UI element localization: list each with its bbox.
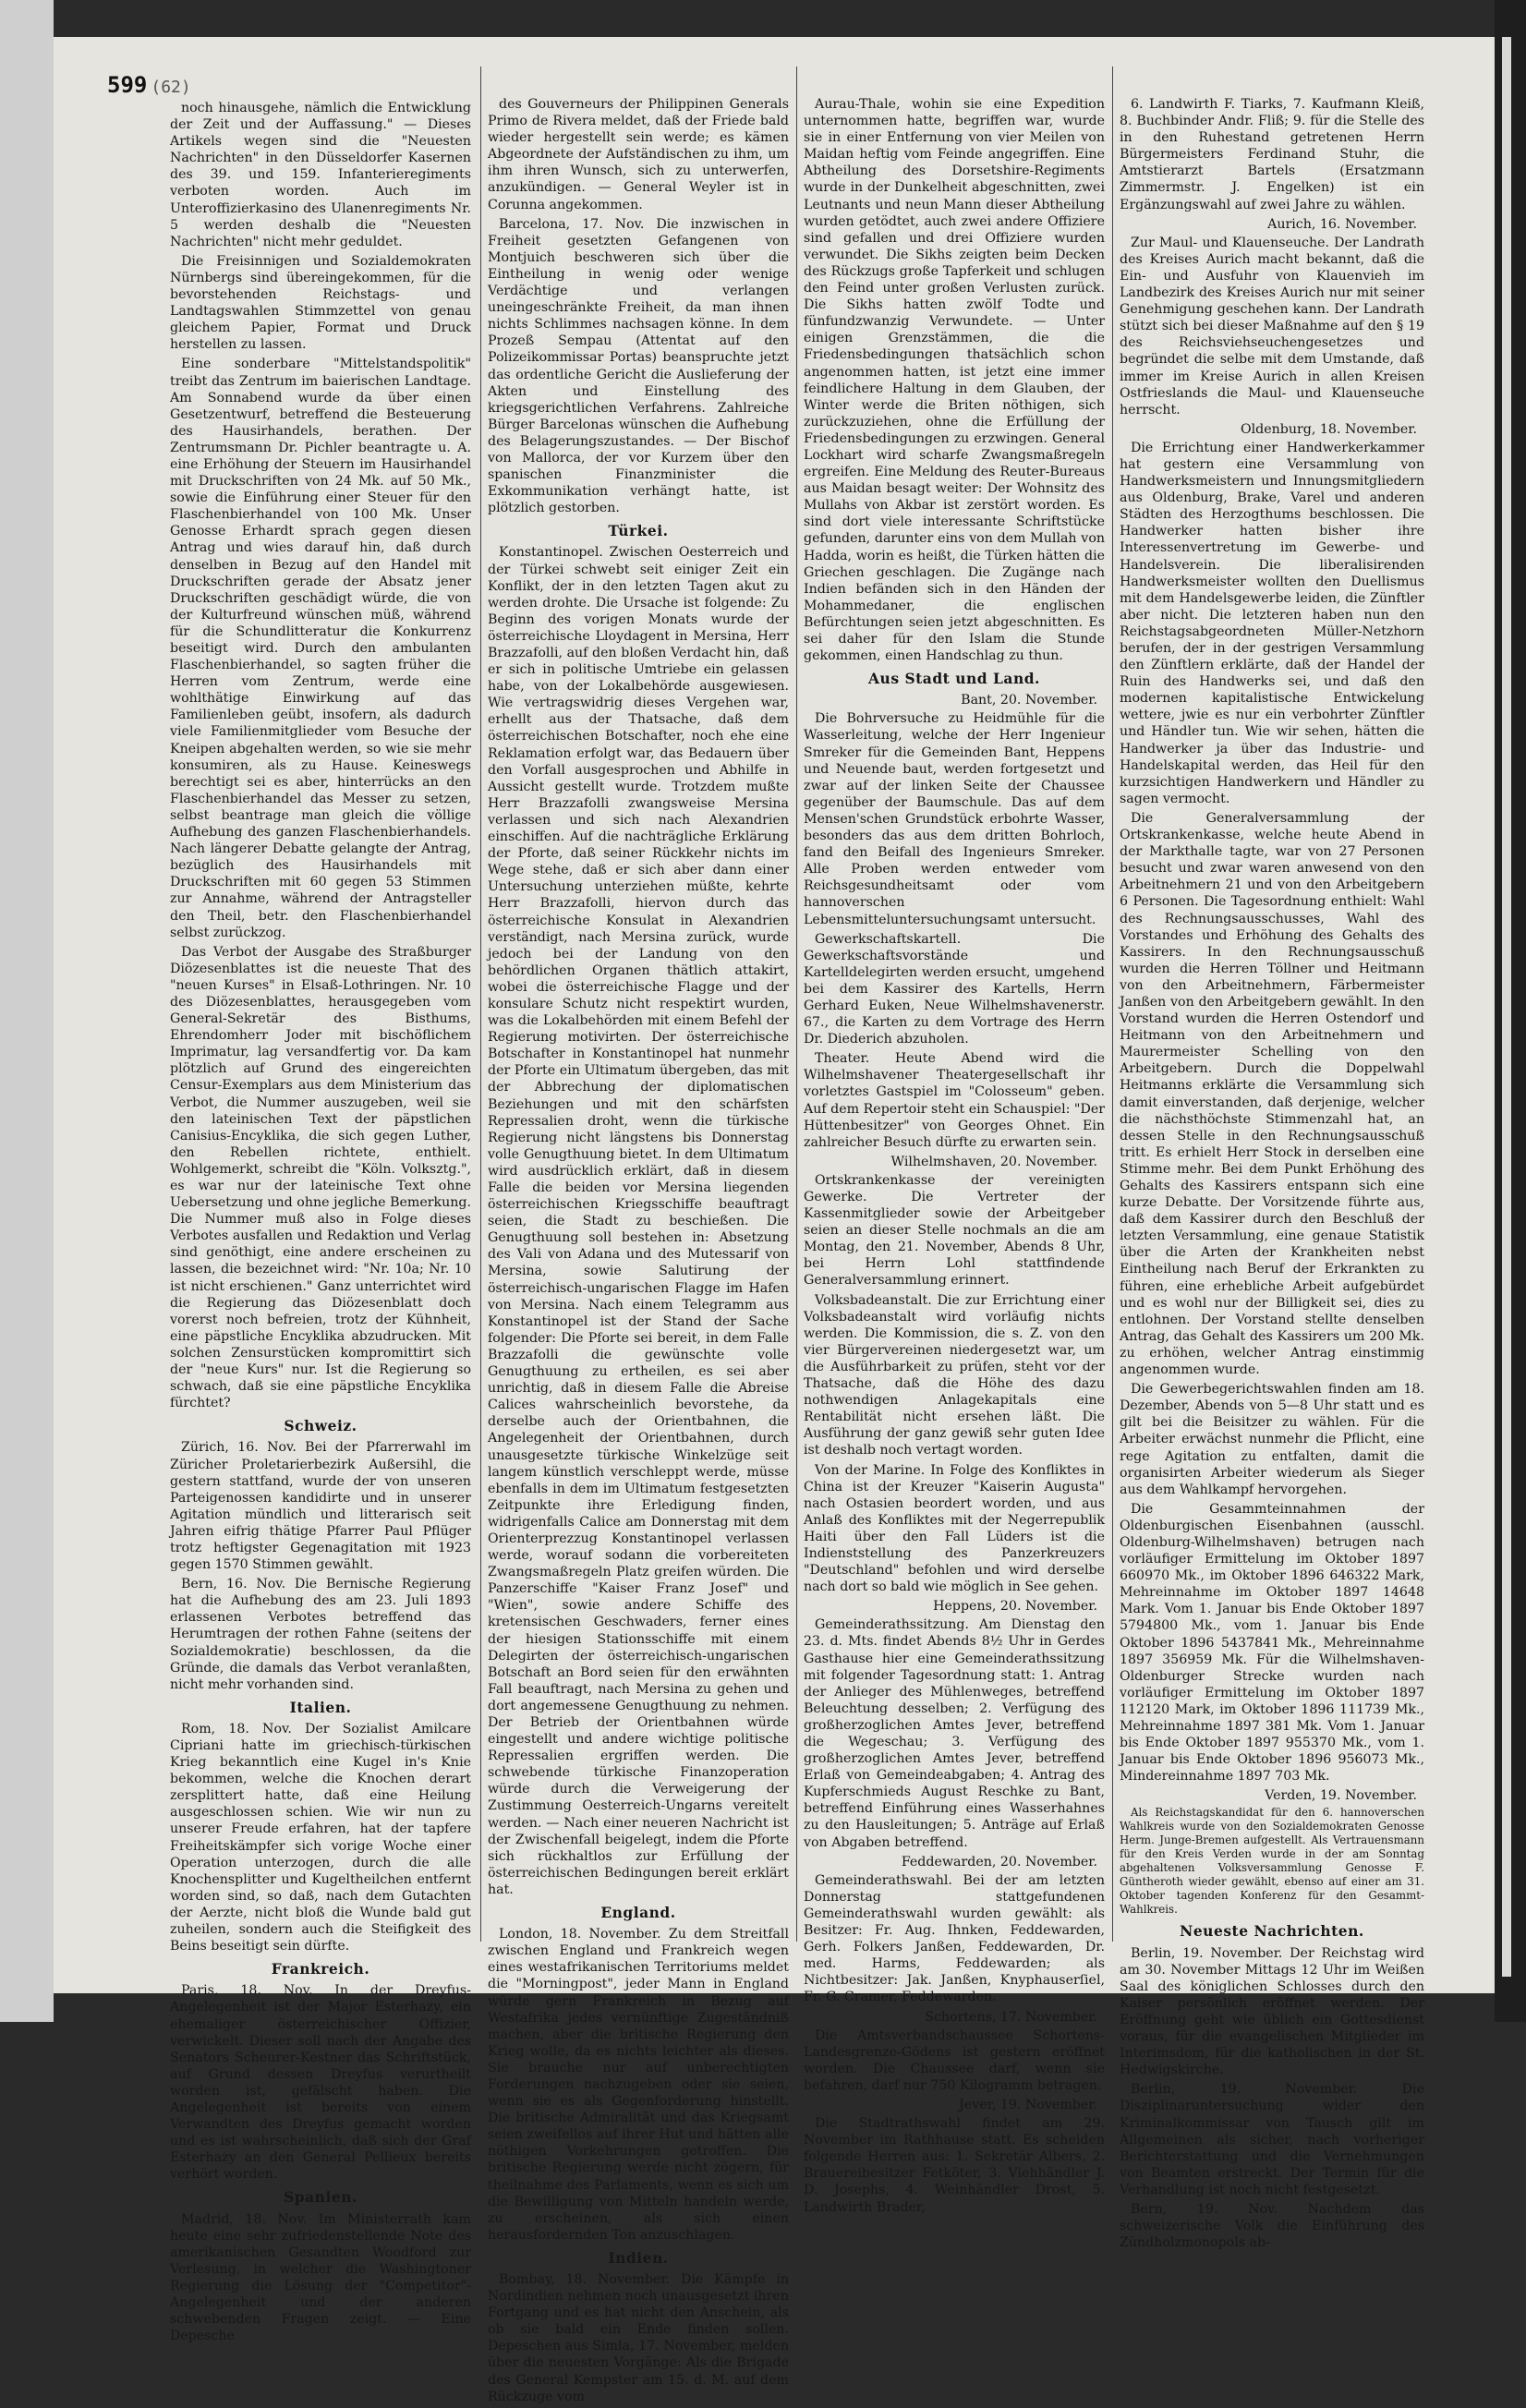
section-heading-tuerkei: Türkei. <box>608 522 669 540</box>
article-paragraph: Zürich, 16. Nov. Bei der Pfarrerwahl im Züricher Proletarierbezirk Außersihl, die gestern stattfand, wurde der von unseren Parteigenossen kandidirte und in unserer Agitation mündlich und litterarisch seit Jahren eifrig thätige Pfarrer Paul Pflüger trotz heftigster Gegenagitation mit 1923 gegen 1570 Stimmen gewählt. <box>170 1440 471 1573</box>
article-paragraph: Aurau-Thale, wohin sie eine Expedition unternommen hatte, begriffen war, wurde sie in einer Entfernung von vier Meilen von Maidan heftig vom Feinde angegriffen. Eine Abtheilung des Dorsetshire-Regiments wurde in der Dunkelheit abgeschnitten, zwei Leutnants und neun Mann dieser Abtheilung wurden getödtet, auch zwei andere Offiziere sind gefallen und drei Offiziere wurden verwundet. Die Sikhs zeigten beim Decken des Rückzugs große Tapferkeit und schlugen den Feind unter großen Verlusten zurück. Die Sikhs hatten zwölf Todte und fünfundzwanzig Verwundete. — Unter einigen Grenzstämmen, die die Friedensbedingungen thatsächlich schon angenommen hatten, ist jetzt eine immer feindlichere Haltung in dem Glauben, der Winter werde die Briten nöthigen, sich zurückzuziehen, ohne die Erfüllung der Friedensbedingungen zu erzwingen. General Lockhart wird scharfe Zwangsmaßregeln ergreifen. Eine Meldung des Reuter-Bureaus aus Maidan besagt weiter: Der Wohnsitz des Mullahs von Akbar ist zerstört worden. Es sind dort viele interessante Schriftstücke gefunden, darunter eins von dem Mullah von Hadda, worin es heißt, die Türken hätten die Griechen geschlagen. Die Zugänge nach Indien befänden sich in den Händen der Mohammedaner, die englischen Befürchtungen seien jetzt abgeschnitten. Es sei daher für den Islam die Stunde gekommen, einen Handschlag zu thun. <box>804 97 1105 664</box>
column-rule-1 <box>480 67 481 1942</box>
article-paragraph: Bombay, 18. November. Die Kämpfe in Nordindien nehmen noch unausgesetzt ihren Fortgang und es hat nicht den Anschein, als ob sie bald ein Ende finden sollen. Depeschen aus Simla, 17. November, melden über die neuesten Vorgänge: Als die Brigade des General Kempster am 15. d. M. auf dem Rückzuge vom <box>488 2272 789 2404</box>
section-heading-stadt-und-land: Aus Stadt und Land. <box>868 670 1040 688</box>
dateline: Wilhelmshaven, 20. November. <box>890 1154 1097 1169</box>
page-number-text: 599 <box>107 72 148 98</box>
column-rule-2 <box>796 67 797 1942</box>
article-paragraph: Gemeinderathswahl. Bei der am letzten Donnerstag stattgefundenen Gemeinderathswahl wurden gewählt: als Besitzer: Fr. Aug. Ihnken, Feddewarden, Gerh. Folkers Janßen, Feddewarden, Dr. med. Harms, Feddewarden; als Nichtbesitzer: Jak. Janßen, Knyphauserſiel, Fr. G. Cramer, Feddewarden. <box>804 1872 1105 2005</box>
handwritten-annotation: (62) <box>151 78 191 97</box>
article-paragraph: Volksbadeanstalt. Die zur Errichtung einer Volksbadeanstalt wird vorläufig nichts werden. Die Kommission, die s. Z. von den vier Bürgervereinen niedergesetzt war, um die Ausführbarkeit zu prüfen, steht vor der Thatsache, daß die Höhe des dazu nothwendigen Anlagekapitals eine Rentabilität nicht ersehen läßt. Die Ausführung der ganz gewiß sehr guten Idee ist deshalb noch vertagt worden. <box>804 1292 1105 1458</box>
column-2 <box>488 96 789 2408</box>
dateline: Jever, 19. November. <box>959 2097 1097 2112</box>
article-paragraph: Berlin, 19. November. Der Reichstag wird am 30. November Mittags 12 Uhr im Weißen Saal des königlichen Schlosses durch den Kaiser persönlich eröffnet werden. Der Eröffnung geht wie üblich ein Gottesdienst voraus, für die evangelischen Mitglieder im Interimsdom, für die katholischen in der St. Hedwigskirche. <box>1120 1945 1424 2078</box>
dateline: Bant, 20. November. <box>961 693 1097 708</box>
scan-right-edge <box>1495 0 1526 2022</box>
article-paragraph: Bern, 19. Nov. Nachdem das schweizerische Volk die Einführung des Zündholzmonopols ab- <box>1120 2201 1424 2251</box>
article-paragraph: Zur Maul- und Klauenseuche. Der Landrath des Kreises Aurich macht bekannt, daß die Ein- und Ausfuhr von Klauenvieh im Landbezirk des Kreises Aurich nur mit seiner Genehmigung geschehen kann. Der Landrath stützt sich bei dieser Maßnahme auf den § 19 des Reichsviehseuchengesetzes und begründet die selbe mit dem Umstande, daß immer im Kreise Aurich in allen Kreisen Ostfrieslands die Maul- und Klauenseuche herrscht. <box>1120 235 1424 417</box>
article-paragraph: Die Freisinnigen und Sozialdemokraten Nürnbergs sind übereingekommen, für die bevorstehenden Reichstags- und Landtagswahlen Stimmzettel von genau gleichem Papier, Format und Druck herstellen zu lassen. <box>170 253 471 353</box>
dateline: Heppens, 20. November. <box>933 1599 1097 1615</box>
article-paragraph-small: Als Reichstagskandidat für den 6. hannoverschen Wahlkreis wurde von den Sozialdemokraten Genosse Herm. Junge-Bremen aufgestellt. Als Vertrauensmann für den Kreis Verden wurde in der am Sonntag abgehaltenen Volksversammlung Genosse F. Güntheroth wieder gewählt, ebenso auf einer am 31. Oktober tagenden Konferenz für den Gesammt-Wahlkreis. <box>1120 1806 1424 1917</box>
article-paragraph: Gewerkschaftskartell. Die Gewerkschaftsvorstände und Kartelldelegirten werden ersucht, umgehend bei dem Kassirer des Kartells, Herrn Gerhard Euken, Neue Wilhelmshavenerstr. 67., die Karten zu dem Vortrage des Herrn Dr. Diederich abzuholen. <box>804 931 1105 1047</box>
article-paragraph: Die Errichtung einer Handwerkerkammer hat gestern eine Versammlung von Handwerksmeistern und Innungsmitgliedern aus Oldenburg, Brake, Varel und anderen Städten des Herzogthums beschlossen. Die Handwerker hatten bisher ihre Interessenvertretung im Gewerbe- und Handelsverein. Die liberalisirenden Handwerksmeister wollten den Duellismus mit dem Handelsgewerbe leiden, die Zünftler aber nicht. Die letzteren haben nun den Reichstagsabgeordneten Müller-Netzhorn berufen, der in der gestrigen Versammlung den Zünftlern erklärte, daß der Handel der Ruin des Handwerks sei, und daß den modernen kapitalistische Entwickelung wettere, jwie es nur ein verbohrter Zünftler und Händler tun. Wie wir sehen, hätten die Handwerker ja über das Industrie- und Handelskapital werden, das Heil für den kurzsichtigen Handwerkern und Händler zu sagen vermocht. <box>1120 440 1424 806</box>
article-paragraph: Die Stadtrathswahl findet am 29. November im Rathhause statt. Es scheiden folgende Herren aus: 1. Sekretär Albers, 2. Brauereibesitzer Fetköter, 3. Viehhändler J. D. Josephs, 4. Weinhändler Drost, 5. Landwirth Brader, <box>804 2116 1105 2215</box>
dateline: Oldenburg, 18. November. <box>1241 421 1417 437</box>
article-paragraph: 6. Landwirth F. Tiarks, 7. Kaufmann Kleiß, 8. Buchbinder Andr. Fliß; 9. für die Stelle des in den Ruhestand getretenen Herrn Bürgermeisters Ferdinand Stuhr, die Amtstierarzt Bartels (Ersatzmann Zimmermstr. J. Engelken) ist ein Ergänzungswahl auf zwei Jahre zu wählen. <box>1120 97 1424 212</box>
section-heading-neueste-nachrichten: Neueste Nachrichten. <box>1180 1922 1364 1941</box>
article-paragraph: des Gouverneurs der Philippinen Generals Primo de Rivera meldet, daß der Friede bald wieder hergestellt sein werde; es kämen Abgeordnete der Aufständischen zu ihm, um ihm ihren Wunsch, sich zu unterwerfen, anzukündigen. — General Weyler ist in Corunna angekommen. <box>488 97 789 212</box>
article-paragraph: Die Gewerbegerichtswahlen finden am 18. Dezember, Abends von 5—8 Uhr statt und es gilt bei die Beisitzer zu wählen. Für die Arbeiter erwächst nunmehr die Pflicht, eine rege Agitation zu entfalten, damit die organisirten Arbeiter wiederum als Sieger aus dem Wahlkampf hervorgehen. <box>1120 1382 1424 1497</box>
article-paragraph: Bern, 16. Nov. Die Bernische Regierung hat die Aufhebung des am 23. Juli 1893 erlassenen Verbotes betreffend das Herumtragen der rothen Fahne (seitens der Sozialdemokratie) beschlossen, da die Gründe, die damals das Verbot veranlaßten, nicht mehr vorhanden sind. <box>170 1577 471 1692</box>
section-heading-schweiz: Schweiz. <box>284 1417 357 1435</box>
dateline: Schortens, 17. November. <box>925 2009 1097 2025</box>
article-paragraph: Eine sonderbare "Mittelstandspolitik" treibt das Zentrum im baierischen Landtage. Am Sonnabend wurde da über einen Gesetzentwurf, betreffend die Besteuerung des Hausirhandels, berathen. Der Zentrumsmann Dr. Pichler beantragte u. A. eine Erhöhung der Steuern im Hausirhandel mit Druckschriften von 24 Mk. auf 50 Mk., sowie die Einführung einer Steuer für den Flaschenbierhandel von 100 Mk. Unser Genosse Erhardt sprach gegen diesen Antrag und wies darauf hin, daß durch denselben in Bezug auf den Handel mit Druckschriften gerade der Absatz jener Druckschriften geschädigt würde, die von der Kulturfreund wünschen müß, während für die Schundlitteratur die Konkurrenz beseitigt wird. Durch den ambulanten Flaschenbierhandel, so sagten früher die Herren vom Zentrum, werde eine wohlthätige Einwirkung auf das Familienleben geübt, insofern, als dadurch viele Familienmitglieder vom Besuche der Kneipen abgehalten werden, so wie sie mehr konsumiren, als zu Hause. Keineswegs berechtigt sei es aber, hinterrücks an den Flaschenbierhandel das Messer zu setzen, selbst beantrage man gleich die völlige Aufhebung des ganzen Flaschenbierhandels. Nach längerer Debatte gelangte der Antrag, bezüglich des Hausirhandels mit Druckschriften mit 60 gegen 53 Stimmen zur Annahme, während der Antragsteller den Theil, betr. den Flaschenbierhandel selbst zurückzog. <box>170 357 471 940</box>
article-paragraph: Rom, 18. Nov. Der Sozialist Amilcare Cipriani hatte im griechisch-türkischen Krieg bekanntlich eine Kugel in's Knie bekommen, welche die Knochen derart zersplittert hatte, daß eine Heilung ausgeschlossen schien. Wie wir nun zu unserer Freude erfahren, hat der tapfere Freiheitskämpfer sich vorige Woche einer Operation unterzogen, durch die alle Knochensplitter und Kugeltheilchen entfernt worden sind, so daß, nach dem Gutachten der Aerzte, nicht bloß die Wunde bald gut zuheilen, sondern auch die Steifigkeit des Beins beseitigt sein dürfte. <box>170 1721 471 1954</box>
article-paragraph: Die Generalversammlung der Ortskrankenkasse, welche heute Abend in der Markthalle tagte, war von 27 Personen besucht und zwar waren anwesend von den Arbeitnehmern 21 und von den Arbeitgebern 6 Personen. Die Tagesordnung enthielt: Wahl des Rechnungsausschusses, Wahl des Vorstandes und Erhöhung des Gehalts des Kassirers. In den Rechnungsausschuß wurden die Herren Töllner und Heitmann von den Arbeitnehmern, Färbermeister Janßen von den Arbeitgebern gewählt. In den Vorstand wurden die Herren Ostendorf und Heitmann von den Arbeitnehmern und Maurermeister Schelling von den Arbeitgebern. Durch die Doppelwahl Heitmanns erklärte die Versammlung sich damit einverstanden, daß derjenige, welcher die nächsthöchste Stimmenzahl hat, an dessen Stelle in den Rechnungsausschuß tritt. Es erhielt Herr Stock in derselben eine Stimme mehr. Bei dem Punkt Erhöhung des Gehalts des Kassirers entspann sich eine kurze Debatte. Der Vorsitzende führte aus, daß dem Kassirer durch den Beschluß der letzten Versammlung, eine genaue Statistik über die Arten der Krankheiten nebst Eintheilung nach Beruf der Erkrankten zu führen, eine erhebliche Arbeit aufgebürdet und es wohl nur der Billigkeit sei, dies zu entlohnen. Der Vorstand stellte denselben Antrag, das Gehalt des Kassirers um 200 Mk. zu erhöhen, welcher Antrag einstimmig angenommen wurde. <box>1120 810 1424 1378</box>
section-heading-italien: Italien. <box>289 1698 352 1716</box>
article-paragraph: Die Bohrversuche zu Heidmühle für die Wasserleitung, welche der Herr Ingenieur Smreker für die Gemeinden Bant, Heppens und Neuende baut, werden fortgesetzt und zwar auf der linken Seite der Chaussee gegenüber der Baumschule. Das auf dem Mensen'schen Grundstück erbohrte Wasser, besonders das aus dem dritten Bohrloch, fand den Beifall des Ingenieurs Smreker. Alle Proben werden entweder vom Reichsgesundheitsamt oder vom hannoverschen Lebensmitteluntersuchungsamt untersucht. <box>804 711 1105 927</box>
section-heading-frankreich: Frankreich. <box>271 1960 370 1978</box>
article-paragraph: Konstantinopel. Zwischen Oesterreich und der Türkei schwebt seit einiger Zeit ein Konflikt, der in den letzten Tagen akut zu werden drohte. Die Ursache ist folgende: Zu Beginn des vorigen Monats wurde der österreichische Lloydagent in Mersina, Herr Brazzafolli, auf den bloßen Verdacht hin, daß er sich in politische Umtriebe ein gelassen habe, von der Lokalbehörde ausgewiesen. Wie vertragswidrig dieses Vergehen war, erhellt aus der Thatsache, daß dem österreichischen Botschafter, noch ehe eine Reklamation erfolgt war, das Bedauern über den Vorfall ausgesprochen und Abhilfe in Aussicht gestellt wurde. Trotzdem mußte Herr Brazzafolli zwangsweise Mersina verlassen und sich nach Alexandrien einschiffen. Auf die nachträgliche Erklärung der Pforte, daß seiner Rückkehr nichts im Wege stehe, daß er sich aber dann einer Untersuchung unterziehen müßte, kehrte Herr Brazzafolli, hiervon durch das österreichische Konsulat in Alexandrien verständigt, nach Mersina zurück, wurde jedoch bei der Landung von den behördlichen Organen thätlich attakirt, wobei die österreichische Flagge und der konsulare Schutz nicht respektirt wurden, was die Lokalbehörden mit einem Befehl der Regierung motivirten. Der österreichische Botschafter in Konstantinopel hat nunmehr der Pforte ein Ultimatum übergeben, das mit der Abbrechung der diplomatischen Beziehungen und mit den schärfsten Repressalien droht, wenn die türkische Regierung nicht längstens bis Donnerstag volle Genugthuung bietet. In dem Ultimatum wird ausdrücklich erklärt, daß in diesem Falle die beiden vor Mersina liegenden österreichischen Kriegsschiffe beauftragt seien, die Stadt zu beschießen. Die Genugthuung soll bestehen in: Absetzung des Vali von Adana und des Mutessarif von Mersina, sowie Salutirung der österreichisch-ungarischen Flagge im Hafen von Mersina. Nach einem Telegramm aus Konstantinopel ist der Stand der Sache folgender: Die Pforte sei bereit, in dem Falle Brazzafolli die gewünschte volle Genugthuung zu ertheilen, es sei aber unrichtig, daß in diesem Falle die Abreise Calices wahrscheinlich bevorstehe, da derselbe auch der Orientbahnen, die Angelegenheit der Orientbahnen, durch unausgesetzte türkische Winkelzüge seit langem künstlich verschleppt werde, müsse ebenfalls in dem im Ultimatum festgesetzten Zeitpunkte ihre Erledigung finden, widrigenfalls Calice am Donnerstag mit dem Orienterprezzug Konstantinopel verlassen werde, worauf sodann die vorbereiteten Zwangsmaßregeln Platz greifen würden. Die Panzerschiffe "Kaiser Franz Josef" und "Wien", sowie andere Schiffe des kretensischen Geschwaders, ferner eines der hiesigen Stationsschiffe mit einem Delegirten der österreichisch-ungarischen Botschaft an Bord seien für den erwähnten Fall beauftragt, nach Mersina zu gehen und dort angemessene Genugthuung zu nehmen. Der Betrieb der Orientbahnen würde eingestellt und andere wichtige politische Repressalien ergriffen werden. Die schwebende türkische Finanzoperation würde durch die Verweigerung der Zustimmung Oesterreich-Ungarns vereitelt werden. — Nach einer neueren Nachricht ist der Zwischenfall beigelegt, indem die Pforte sich rückhaltlos zur Erfüllung der österreichischen Bedingungen bereit erklärt hat. <box>488 545 789 1897</box>
column-3 <box>804 96 1105 2219</box>
column-1 <box>170 100 471 2347</box>
article-paragraph: Barcelona, 17. Nov. Die inzwischen in Freiheit gesetzten Gefangenen von Montjuich beschweren sich über die Eintheilung in wenig oder wenige Verdächtige und verlangen uneingeschränkte Freiheit, da man ihnen nichts Schlimmes nachsagen könne. In dem Prozeß Sempau (Attentat auf den Polizeikommissar Portas) beanspruchte jetzt das ordentliche Gericht die Auslieferung der Akten und Einstellung des kriegsgerichtlichen Verfahrens. Zahlreiche Bürger Barcelonas wünschen die Aufhebung des Belagerungszustandes. — Der Bischof von Mallorca, der vor Kurzem über den spanischen Finanzminister die Exkommunikation verhängt hatte, ist plötzlich gestorben. <box>488 216 789 516</box>
section-heading-spanien: Spanien. <box>284 2188 357 2207</box>
article-paragraph: Paris, 18. Nov. In der Dreyfus-Angelegenheit ist der Major Esterhazy, ein ehemaliger österreichischer Offizier, verwickelt. Dieser soll nach der Angabe des Senators Scheurer-Kestner das Schriftstück, auf Grund dessen Dreyfus verurtheilt worden ist, gefälscht haben. Die Angelegenheit ist bereits von einem Verwandten des Dreyfus gemacht worden und es ist wahrscheinlich, daß sich der Graf Esterhazy an den General Pellieux bereits verhört worden. <box>170 1983 471 2183</box>
article-paragraph: Berlin, 19. November. Die Disziplinaruntersuchung wider den Kriminalkommissar von Tausch gilt im Allgemeinen als sicher, nach vorheriger Berichterstattung und die Vernehmungen von Beamten erstreckt. Der Termin für die Verhandlung ist noch nicht festgesetzt. <box>1120 2082 1424 2197</box>
dateline: Verden, 19. November. <box>1265 1788 1417 1804</box>
article-paragraph: noch hinausgehe, nämlich die Entwicklung der Zeit und der Auffassung." — Dieses Artikels wegen sind die "Neuesten Nachrichten" in den Düsseldorfer Kasernen des 39. und 159. Infanterieregiments verboten worden. Auch im Unteroffizierkasino des Ulanenregiments Nr. 5 werden deshalb die "Neuesten Nachrichten" nicht mehr geduldet. <box>170 101 471 249</box>
article-paragraph: London, 18. November. Zu dem Streitfall zwischen England und Frankreich wegen eines westafrikanischen Territoriums meldet die "Morningpost", jeder Mann in England würde gern Frankreich in Bezug auf Westafrika jedes vernünftige Zugeständniß machen, aber die britische Regierung den Krieg wolle, da es nichts leichter als dieses. Sie brauche nur auf unberechtigten Forderungen nachzugeben oder sie seien, wenn sie es als Gegenforderung hinstellt. Die britische Admiralität und das Kriegsamt seien zweifellos auf ihrer Hut und hätten alle nöthigen Vorkehrungen getroffen. Die britische Regierung werde nicht zögern, für theilnahme des Parlaments, wenn es sich um die Bewilligung von Mitteln handeln werde, zu erscheinen, als sich einen herausfordernden Ton anzuschlagen. <box>488 1927 789 2243</box>
article-paragraph: Theater. Heute Abend wird die Wilhelmshavener Theatergesellschaft ihr vorletztes Gastspiel im "Colosseum" geben. Auf dem Repertoir steht ein Schauspiel: "Der Hüttenbesitzer" von Georges Ohnet. Ein zahlreicher Besuch dürfte zu erwarten sein. <box>804 1051 1105 1150</box>
article-paragraph: Von der Marine. In Folge des Konfliktes in China ist der Kreuzer "Kaiserin Augusta" nach Ostasien beordert worden, und aus Anlaß des Konfliktes mit der Negerrepublik Haiti über den Fall Lüders ist die Indienststellung des Panzerkreuzers "Deutschland" befohlen und wird derselbe nach dort so bald wie möglich in See gehen. <box>804 1462 1105 1595</box>
article-paragraph: Die Amtsverbandschaussee Schortens-Landesgrenze-Gödens ist gestern eröffnet worden. Die Chaussee darf, wenn sie befahren, darf nur 750 Kilogramm betragen. <box>804 2027 1105 2093</box>
article-paragraph: Gemeinderathssitzung. Am Dienstag den 23. d. Mts. findet Abends 8½ Uhr in Gerdes Gasthause hier eine Gemeinderathssitzung mit folgender Tagesordnung statt: 1. Antrag der Anlieger des Mühlenweges, betreffend Beleuchtung desselben; 2. Verfügung des großherzoglichen Amtes Jever, betreffend die Wegeschau; 3. Verfügung des großherzoglichen Amtes Jever, betreffend Erlaß von Gemeindeabgaben; 4. Antrag des Kupferschmieds August Reschke zu Bant, betreffend Einführung eines Wasserhahnes zu den Hausleitungen; 5. Anträge auf Erlaß von Abgaben betreffend. <box>804 1617 1105 1850</box>
scan-left-margin <box>0 0 54 2022</box>
dateline: Feddewarden, 20. November. <box>901 1854 1097 1870</box>
column-rule-3 <box>1112 67 1113 1942</box>
article-paragraph: Madrid, 18. Nov. Im Ministerrath kam heute eine sehr zufriedenstellende Note des amerikanischen Gesandten Woodford zur Verlesung, in welcher die Washingtoner Regierung die Lösung der "Competitor"-Angelegenheit und der anderen schwebenden Fragen zeigt. — Eine Depesche <box>170 2211 471 2344</box>
article-paragraph: Die Gesammteinnahmen der Oldenburgischen Eisenbahnen (ausschl. Oldenburg-Wilhelmshaven) betrugen nach vorläufiger Ermittelung im Oktober 1897 660970 Mk., im Oktober 1896 646322 Mark, Mehreinnahme im Oktober 1897 14648 Mark. Vom 1. Januar bis Ende Oktober 1897 5794800 Mk., vom 1. Januar bis Ende Oktober 1896 5437841 Mk., Mehreinnahme 1897 356959 Mk. Für die Wilhelmshaven-Oldenburger Strecke wurden nach vorläufiger Ermittelung im Oktober 1897 112120 Mark, im Oktober 1896 111739 Mk., Mehreinnahme 1897 381 Mk. Vom 1. Januar bis Ende Oktober 1897 955370 Mk., vom 1. Januar bis Ende Oktober 1896 956073 Mk., Mindereinnahme 1897 703 Mk. <box>1120 1501 1424 1785</box>
next-page-edge <box>1502 37 1511 1977</box>
article-paragraph: Das Verbot der Ausgabe des Straßburger Diözesenblattes ist die neueste That des "neuen Kurses" in Elsaß-Lothringen. Nr. 10 des Diözesenblattes, herausgegeben vom General-Sekretär des Bisthums, Ehrendomherr Joder mit bischöflichem Imprimatur, lag versandfertig vor. Da kam plötzlich auf Grund des eingereichten Censur-Exemplars aus dem Ministerium das Verbot, die Nummer auszugeben, weil sie den lateinischen Text der päpstlichen Canisius-Encyklika, die sich gegen Luther, den Rebellen richtete, enthielt. Wohlgemerkt, schreibt die "Köln. Volksztg.", es war nur der lateinische Text ohne Uebersetzung und ohne jegliche Bemerkung. Die Nummer muß also in Folge dieses Verbotes ausfallen und Redaktion und Verlag sind genöthigt, eine andere erscheinen zu lassen, die bezeichnet wird: "Nr. 10a; Nr. 10 ist nicht erschienen." Ganz unterrichtet wird die Regierung das Diözesenblatt doch vorerst noch befreien, trotz der Kühnheit, eine päpstliche Encyklika abzudrucken. Mit solchen Zensurstücken kompromittirt sich der "neue Kurs" nur. Ist die Regierung so schwach, daß sie eine päpstliche Encyklika fürchtet? <box>170 944 471 1411</box>
dateline: Aurich, 16. November. <box>1267 216 1417 232</box>
section-heading-indien: Indien. <box>608 2248 669 2267</box>
article-paragraph: Ortskrankenkasse der vereinigten Gewerke. Die Vertreter der Kassenmitglieder sowie der Arbeitgeber seien an dieser Stelle nochmals an die am Montag, den 21. November, Abends 8 Uhr, bei Herrn Lohl stattfindende Generalversammlung erinnert. <box>804 1172 1105 1289</box>
column-4 <box>1120 96 1424 2254</box>
section-heading-england: England. <box>600 1904 676 1922</box>
page-number <box>107 72 191 98</box>
